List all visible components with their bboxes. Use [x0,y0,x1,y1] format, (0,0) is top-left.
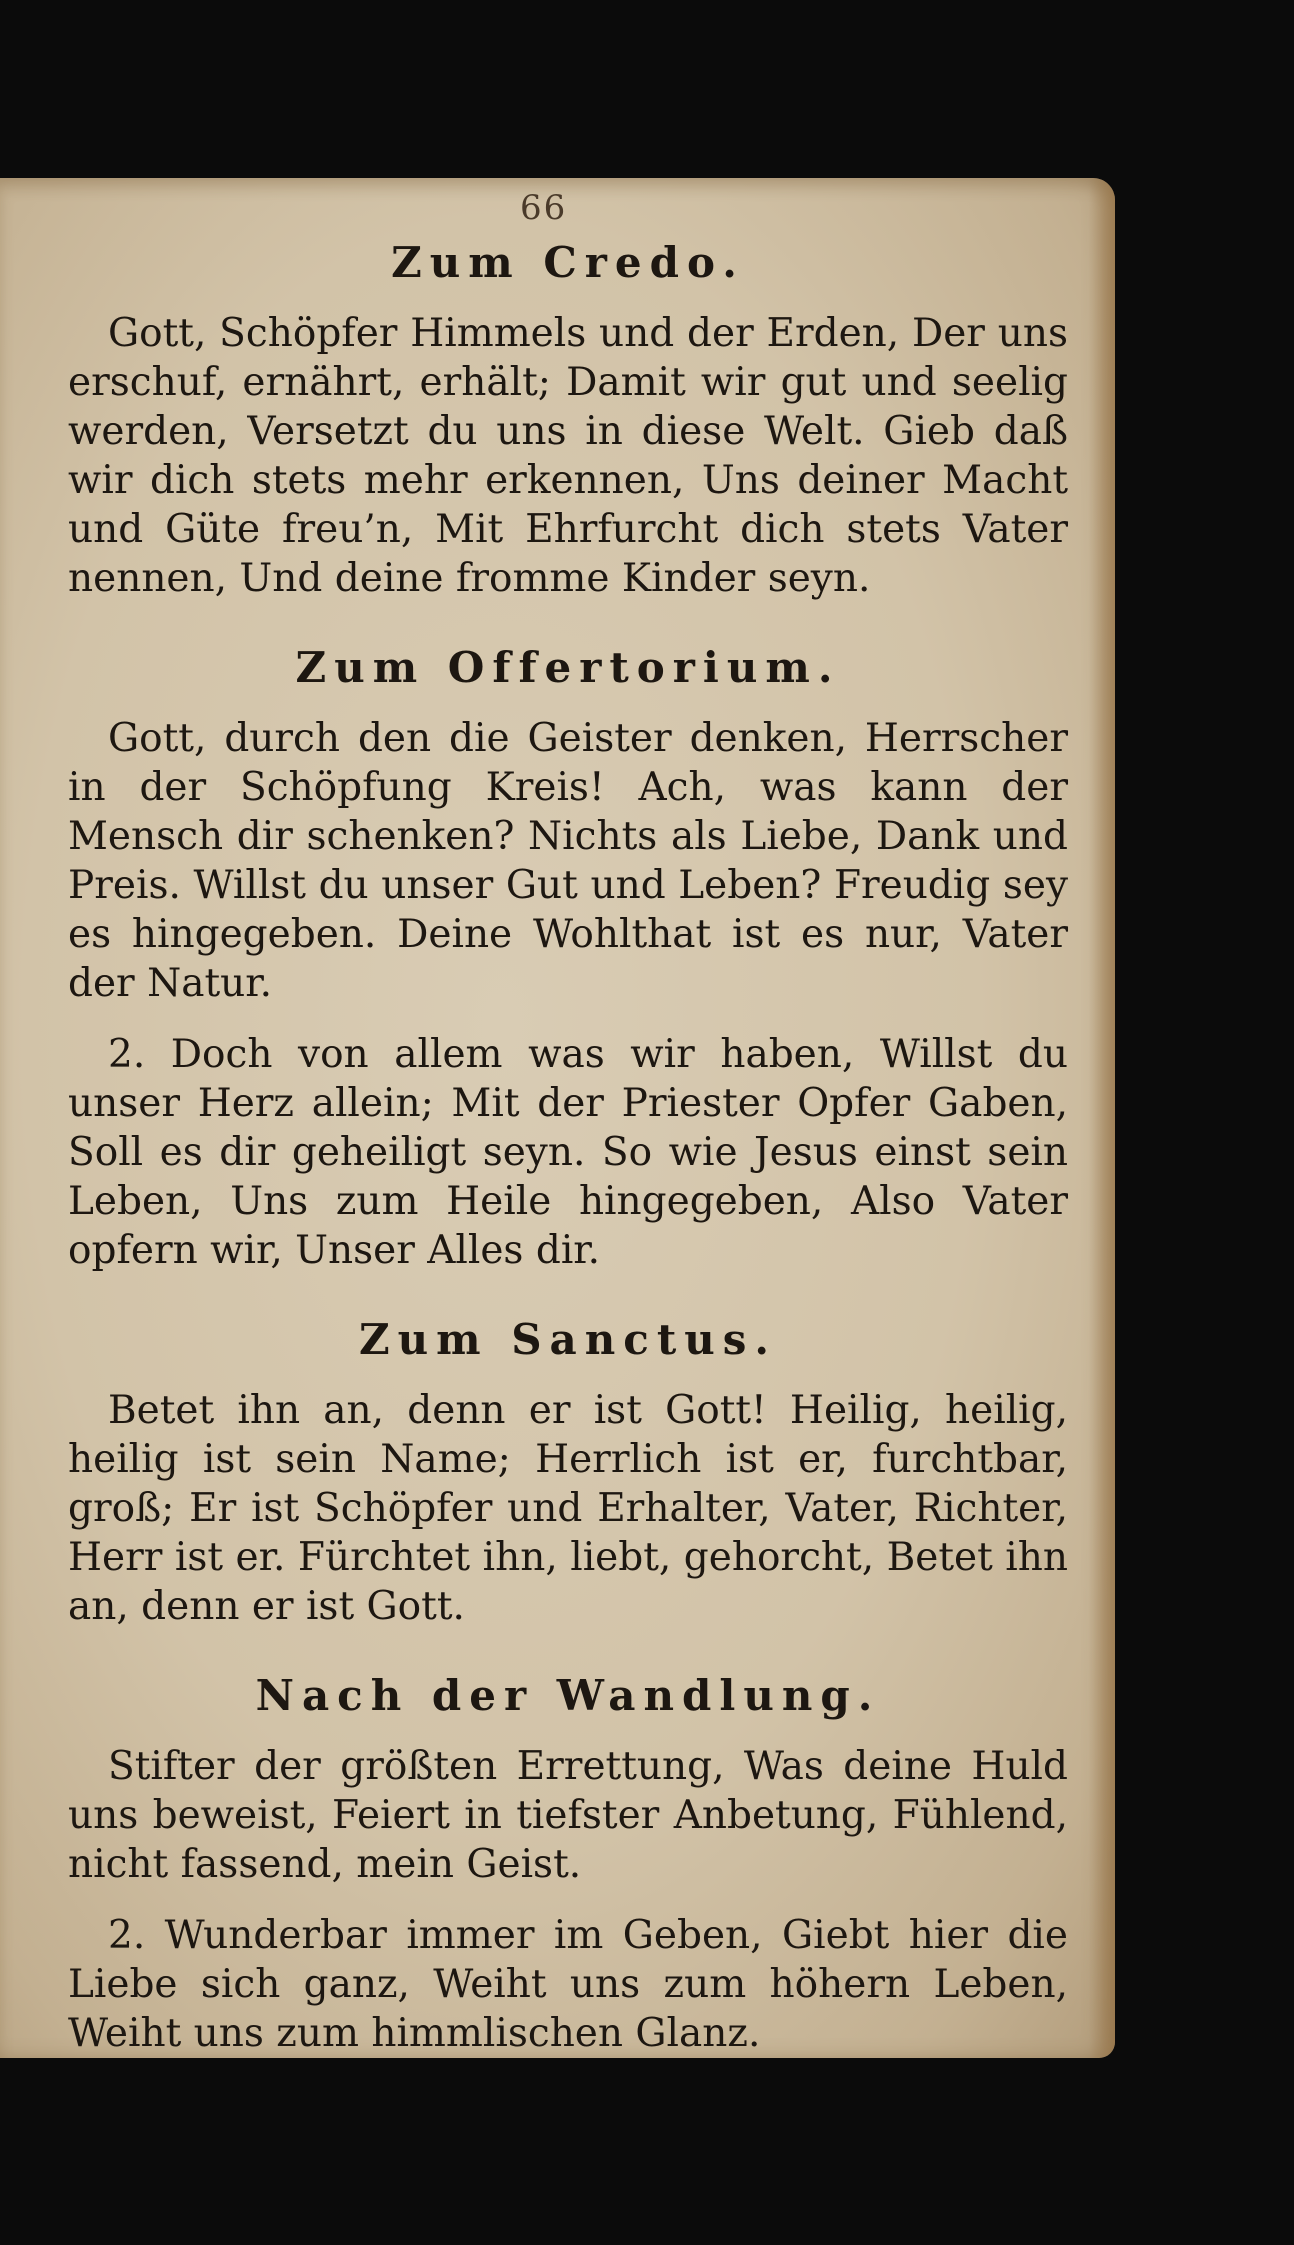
paragraph: Betet ihn an, denn er ist Gott! Heilig, heilig, heilig ist sein Name; Herrlich ist er, furchtbar, groß; Er ist Schöpfer und Erhalter, Vater, Richter, Herr ist er. Fürchtet ihn, liebt, gehorcht, Betet ihn an, denn er ist Gott. [68,1388,1068,1629]
paragraph: Stifter der größten Errettung, Was deine Huld uns beweist, Feiert in tiefster Anbetung, Fühlend, nicht fassend, mein Geist. [68,1744,1068,1887]
section-heading: Zum Sanctus. [358,1315,778,1364]
section-heading: Nach der Wandlung. [255,1671,881,1720]
page-content [68,238,1068,2058]
paragraph: 2. Doch von allem was wir haben, Willst du unser Herz allein; Mit der Priester Opfer Gaben, Soll es dir geheiligt seyn. So wie Jesus einst sein Leben, Uns zum Heile hingegeben, Also Vater opfern wir, Unser Alles dir. [68,1032,1068,1273]
section-heading: Zum Offertorium. [295,643,841,692]
section-credo [68,238,1068,603]
section-sanctus [68,1315,1068,1631]
paragraph: 2. Wunderbar immer im Geben, Giebt hier die Liebe sich ganz, Weiht uns zum höhern Leben, Weiht uns zum himmlischen Glanz. [68,1913,1068,2056]
page-edge-shadow [1089,178,1115,2058]
page-number: 66 [520,188,568,228]
section-offertorium [68,643,1068,1275]
section-wandlung [68,1671,1068,2058]
paragraph: Gott, Schöpfer Himmels und der Erden, Der uns erschuf, ernährt, erhält; Damit wir gut und seelig werden, Versetzt du uns in diese Welt. Gieb daß wir dich stets mehr erkennen, Uns deiner Macht und Güte freu’n, Mit Ehrfurcht dich stets Vater nennen, Und deine fromme Kinder seyn. [68,311,1068,601]
paragraph: Gott, durch den die Geister denken, Herrscher in der Schöpfung Kreis! Ach, was kann der Mensch dir schenken? Nichts als Liebe, Dank und Preis. Willst du unser Gut und Leben? Freudig sey es hingegeben. Deine Wohlthat ist es nur, Vater der Natur. [68,716,1068,1006]
book-page [0,178,1115,2058]
section-heading: Zum Credo. [391,238,745,287]
